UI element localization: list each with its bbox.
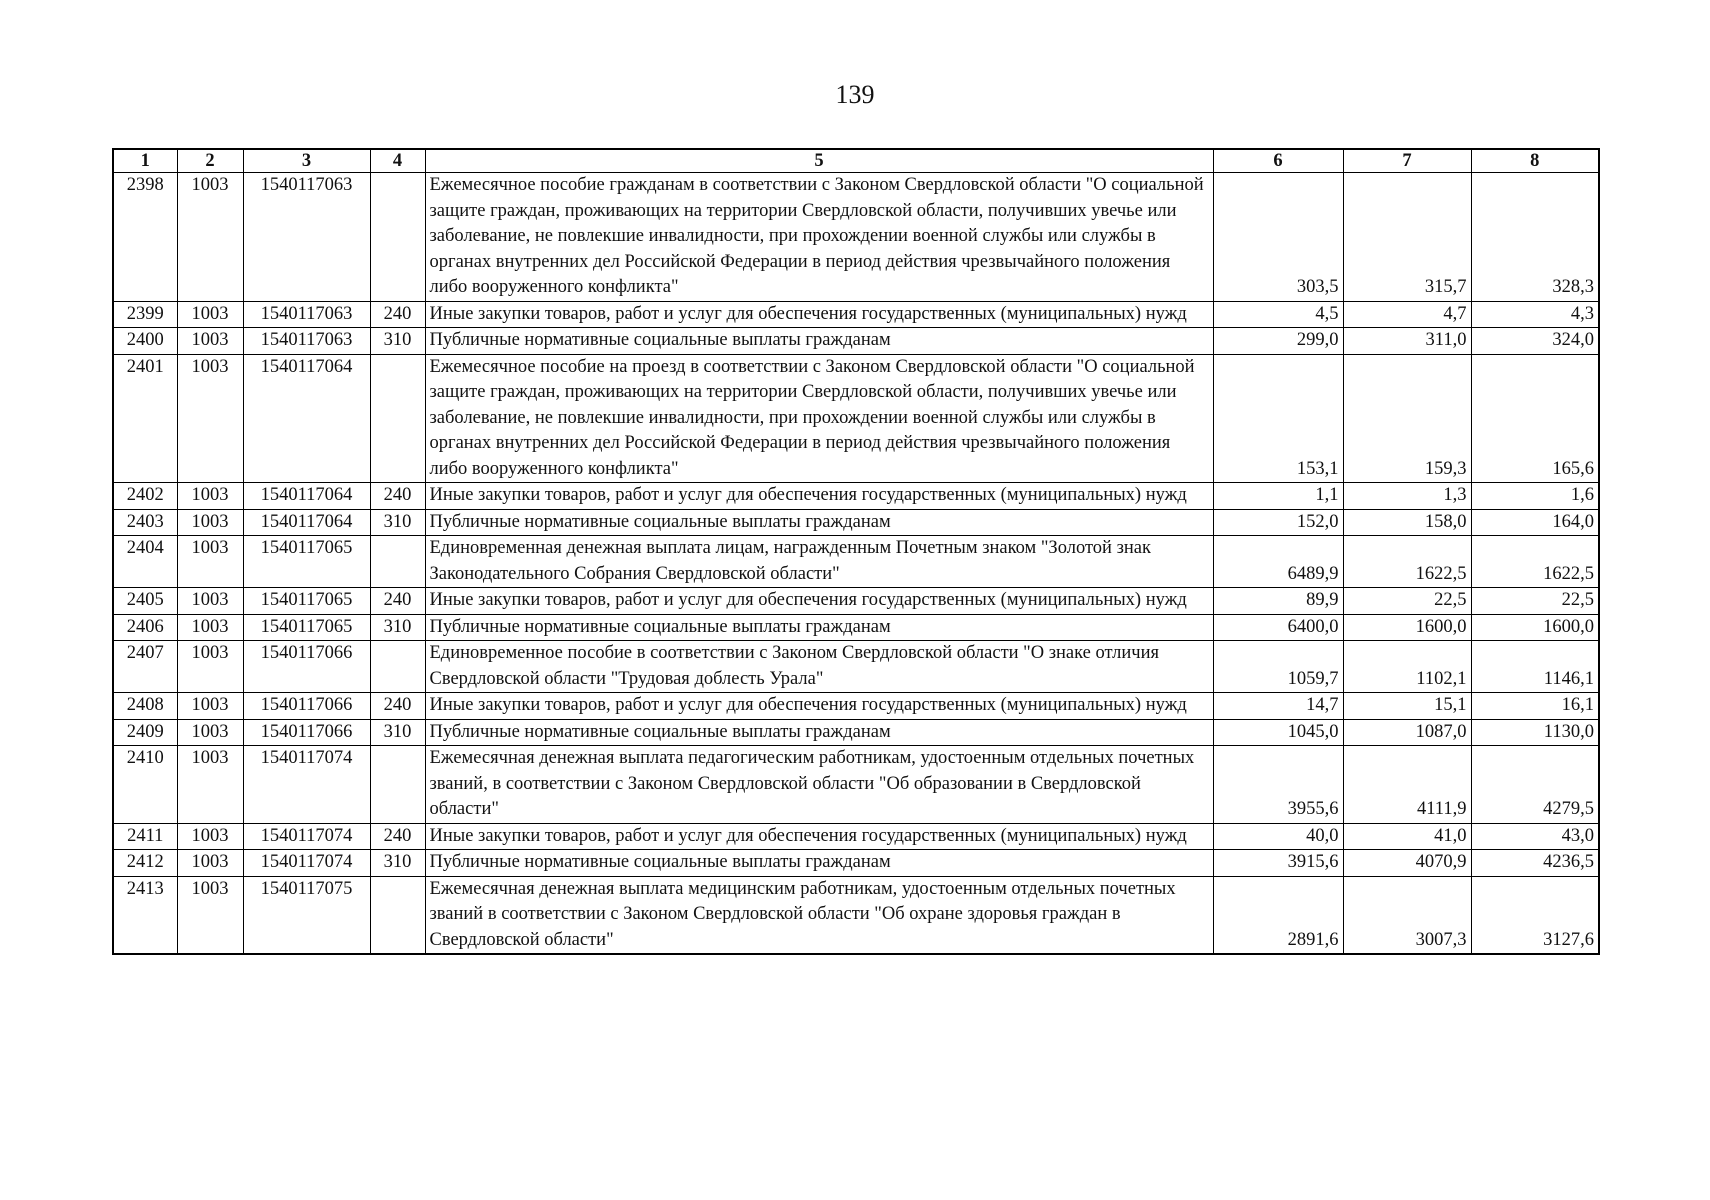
amount-col-6: 153,1: [1213, 354, 1343, 483]
row-number: 2405: [113, 588, 177, 615]
amount-col-6: 1059,7: [1213, 641, 1343, 693]
expense-type-code: 310: [370, 614, 425, 641]
amount-col-6: 1,1: [1213, 483, 1343, 510]
row-number: 2409: [113, 719, 177, 746]
budget-table: [112, 148, 1600, 955]
amount-col-7: 4111,9: [1343, 746, 1471, 824]
amount-col-6: 89,9: [1213, 588, 1343, 615]
section-code: 1003: [177, 536, 243, 588]
amount-col-7: 1600,0: [1343, 614, 1471, 641]
section-code: 1003: [177, 483, 243, 510]
row-number: 2402: [113, 483, 177, 510]
amount-col-6: 6400,0: [1213, 614, 1343, 641]
description: Единовременное пособие в соответствии с Законом Свердловской области "О знаке отличия Свердловской области "Трудовая доблесть Урала": [425, 641, 1213, 693]
header-cell-2: 2: [177, 149, 243, 173]
description: Единовременная денежная выплата лицам, награжденным Почетным знаком "Золотой знак Законодательного Собрания Свердловской области": [425, 536, 1213, 588]
amount-col-7: 1087,0: [1343, 719, 1471, 746]
description: Публичные нормативные социальные выплаты гражданам: [425, 509, 1213, 536]
amount-col-6: 4,5: [1213, 301, 1343, 328]
table-row: [113, 301, 1599, 328]
description: Иные закупки товаров, работ и услуг для обеспечения государственных (муниципальных) нужд: [425, 301, 1213, 328]
amount-col-6: 6489,9: [1213, 536, 1343, 588]
section-code: 1003: [177, 693, 243, 720]
row-number: 2410: [113, 746, 177, 824]
section-code: 1003: [177, 328, 243, 355]
header-cell-7: 7: [1343, 149, 1471, 173]
target-article-code: 1540117075: [243, 876, 370, 954]
target-article-code: 1540117065: [243, 536, 370, 588]
expense-type-code: [370, 876, 425, 954]
table-header: [113, 149, 1599, 173]
target-article-code: 1540117064: [243, 354, 370, 483]
section-code: 1003: [177, 509, 243, 536]
table-row: [113, 536, 1599, 588]
table-row: [113, 509, 1599, 536]
amount-col-8: 328,3: [1471, 173, 1599, 302]
header-cell-8: 8: [1471, 149, 1599, 173]
amount-col-8: 3127,6: [1471, 876, 1599, 954]
section-code: 1003: [177, 173, 243, 302]
expense-type-code: 240: [370, 301, 425, 328]
section-code: 1003: [177, 588, 243, 615]
description: Ежемесячное пособие на проезд в соответствии с Законом Свердловской области "О социальной защите граждан, проживающих на территории Свердловской области, получивших увечье или заболевание, не повлекшие инвалидности, при прохождении военной службы или службы в органах внутренних дел Российской Федерации в период действия чрезвычайного положения либо вооруженного конфликта": [425, 354, 1213, 483]
description: Иные закупки товаров, работ и услуг для обеспечения государственных (муниципальных) нужд: [425, 588, 1213, 615]
target-article-code: 1540117065: [243, 614, 370, 641]
amount-col-7: 311,0: [1343, 328, 1471, 355]
row-number: 2401: [113, 354, 177, 483]
section-code: 1003: [177, 641, 243, 693]
expense-type-code: 310: [370, 719, 425, 746]
section-code: 1003: [177, 823, 243, 850]
header-row: [113, 149, 1599, 173]
amount-col-6: 2891,6: [1213, 876, 1343, 954]
expense-type-code: 310: [370, 509, 425, 536]
section-code: 1003: [177, 746, 243, 824]
description: Иные закупки товаров, работ и услуг для обеспечения государственных (муниципальных) нужд: [425, 823, 1213, 850]
description: Ежемесячная денежная выплата педагогическим работникам, удостоенным отдельных почетных званий, в соответствии с Законом Свердловской области "Об образовании в Свердловской области": [425, 746, 1213, 824]
expense-type-code: 240: [370, 483, 425, 510]
section-code: 1003: [177, 719, 243, 746]
section-code: 1003: [177, 850, 243, 877]
page-number: 139: [835, 80, 875, 109]
amount-col-6: 40,0: [1213, 823, 1343, 850]
amount-col-8: 4,3: [1471, 301, 1599, 328]
amount-col-6: 14,7: [1213, 693, 1343, 720]
description: Публичные нормативные социальные выплаты гражданам: [425, 719, 1213, 746]
header-cell-1: 1: [113, 149, 177, 173]
amount-col-8: 324,0: [1471, 328, 1599, 355]
table-row: [113, 588, 1599, 615]
amount-col-7: 4,7: [1343, 301, 1471, 328]
description: Публичные нормативные социальные выплаты гражданам: [425, 850, 1213, 877]
description: Иные закупки товаров, работ и услуг для обеспечения государственных (муниципальных) нужд: [425, 483, 1213, 510]
target-article-code: 1540117063: [243, 173, 370, 302]
target-article-code: 1540117063: [243, 301, 370, 328]
expense-type-code: 240: [370, 588, 425, 615]
amount-col-8: 4236,5: [1471, 850, 1599, 877]
amount-col-7: 1102,1: [1343, 641, 1471, 693]
row-number: 2411: [113, 823, 177, 850]
expense-type-code: 310: [370, 328, 425, 355]
table-row: [113, 328, 1599, 355]
section-code: 1003: [177, 614, 243, 641]
target-article-code: 1540117064: [243, 483, 370, 510]
expense-type-code: [370, 536, 425, 588]
amount-col-6: 3955,6: [1213, 746, 1343, 824]
target-article-code: 1540117066: [243, 693, 370, 720]
amount-col-6: 299,0: [1213, 328, 1343, 355]
description: Иные закупки товаров, работ и услуг для обеспечения государственных (муниципальных) нужд: [425, 693, 1213, 720]
amount-col-7: 1622,5: [1343, 536, 1471, 588]
target-article-code: 1540117074: [243, 850, 370, 877]
description: Публичные нормативные социальные выплаты гражданам: [425, 614, 1213, 641]
target-article-code: 1540117066: [243, 719, 370, 746]
amount-col-6: 3915,6: [1213, 850, 1343, 877]
expense-type-code: 310: [370, 850, 425, 877]
section-code: 1003: [177, 876, 243, 954]
target-article-code: 1540117074: [243, 746, 370, 824]
amount-col-6: 152,0: [1213, 509, 1343, 536]
target-article-code: 1540117066: [243, 641, 370, 693]
table-row: [113, 719, 1599, 746]
row-number: 2413: [113, 876, 177, 954]
amount-col-8: 16,1: [1471, 693, 1599, 720]
amount-col-8: 1622,5: [1471, 536, 1599, 588]
table-row: [113, 614, 1599, 641]
table-row: [113, 693, 1599, 720]
amount-col-7: 22,5: [1343, 588, 1471, 615]
row-number: 2403: [113, 509, 177, 536]
amount-col-7: 3007,3: [1343, 876, 1471, 954]
amount-col-7: 4070,9: [1343, 850, 1471, 877]
amount-col-7: 1,3: [1343, 483, 1471, 510]
amount-col-8: 1,6: [1471, 483, 1599, 510]
table-row: [113, 746, 1599, 824]
description: Ежемесячное пособие гражданам в соответствии с Законом Свердловской области "О социальной защите граждан, проживающих на территории Свердловской области, получивших увечье или заболевание, не повлекшие инвалидности, при прохождении военной службы или службы в органах внутренних дел Российской Федерации в период действия чрезвычайного положения либо вооруженного конфликта": [425, 173, 1213, 302]
table-body: [113, 173, 1599, 955]
table-row: [113, 173, 1599, 302]
expense-type-code: [370, 641, 425, 693]
amount-col-7: 41,0: [1343, 823, 1471, 850]
target-article-code: 1540117074: [243, 823, 370, 850]
table-row: [113, 850, 1599, 877]
row-number: 2400: [113, 328, 177, 355]
row-number: 2399: [113, 301, 177, 328]
expense-type-code: 240: [370, 823, 425, 850]
expense-type-code: [370, 173, 425, 302]
table-row: [113, 876, 1599, 954]
header-cell-4: 4: [370, 149, 425, 173]
amount-col-8: 165,6: [1471, 354, 1599, 483]
header-cell-5: 5: [425, 149, 1213, 173]
amount-col-7: 315,7: [1343, 173, 1471, 302]
row-number: 2412: [113, 850, 177, 877]
table-row: [113, 354, 1599, 483]
amount-col-8: 1146,1: [1471, 641, 1599, 693]
amount-col-8: 1130,0: [1471, 719, 1599, 746]
target-article-code: 1540117065: [243, 588, 370, 615]
amount-col-6: 1045,0: [1213, 719, 1343, 746]
header-cell-6: 6: [1213, 149, 1343, 173]
expense-type-code: [370, 746, 425, 824]
row-number: 2408: [113, 693, 177, 720]
target-article-code: 1540117064: [243, 509, 370, 536]
amount-col-8: 1600,0: [1471, 614, 1599, 641]
amount-col-7: 15,1: [1343, 693, 1471, 720]
amount-col-8: 43,0: [1471, 823, 1599, 850]
row-number: 2407: [113, 641, 177, 693]
row-number: 2406: [113, 614, 177, 641]
description: Публичные нормативные социальные выплаты гражданам: [425, 328, 1213, 355]
section-code: 1003: [177, 354, 243, 483]
expense-type-code: 240: [370, 693, 425, 720]
table-row: [113, 641, 1599, 693]
row-number: 2398: [113, 173, 177, 302]
amount-col-8: 22,5: [1471, 588, 1599, 615]
target-article-code: 1540117063: [243, 328, 370, 355]
amount-col-8: 164,0: [1471, 509, 1599, 536]
description: Ежемесячная денежная выплата медицинским работникам, удостоенным отдельных почетных званий в соответствии с Законом Свердловской области "Об охране здоровья граждан в Свердловской области": [425, 876, 1213, 954]
expense-type-code: [370, 354, 425, 483]
table-row: [113, 823, 1599, 850]
amount-col-6: 303,5: [1213, 173, 1343, 302]
section-code: 1003: [177, 301, 243, 328]
row-number: 2404: [113, 536, 177, 588]
amount-col-8: 4279,5: [1471, 746, 1599, 824]
header-cell-3: 3: [243, 149, 370, 173]
amount-col-7: 158,0: [1343, 509, 1471, 536]
table-row: [113, 483, 1599, 510]
amount-col-7: 159,3: [1343, 354, 1471, 483]
